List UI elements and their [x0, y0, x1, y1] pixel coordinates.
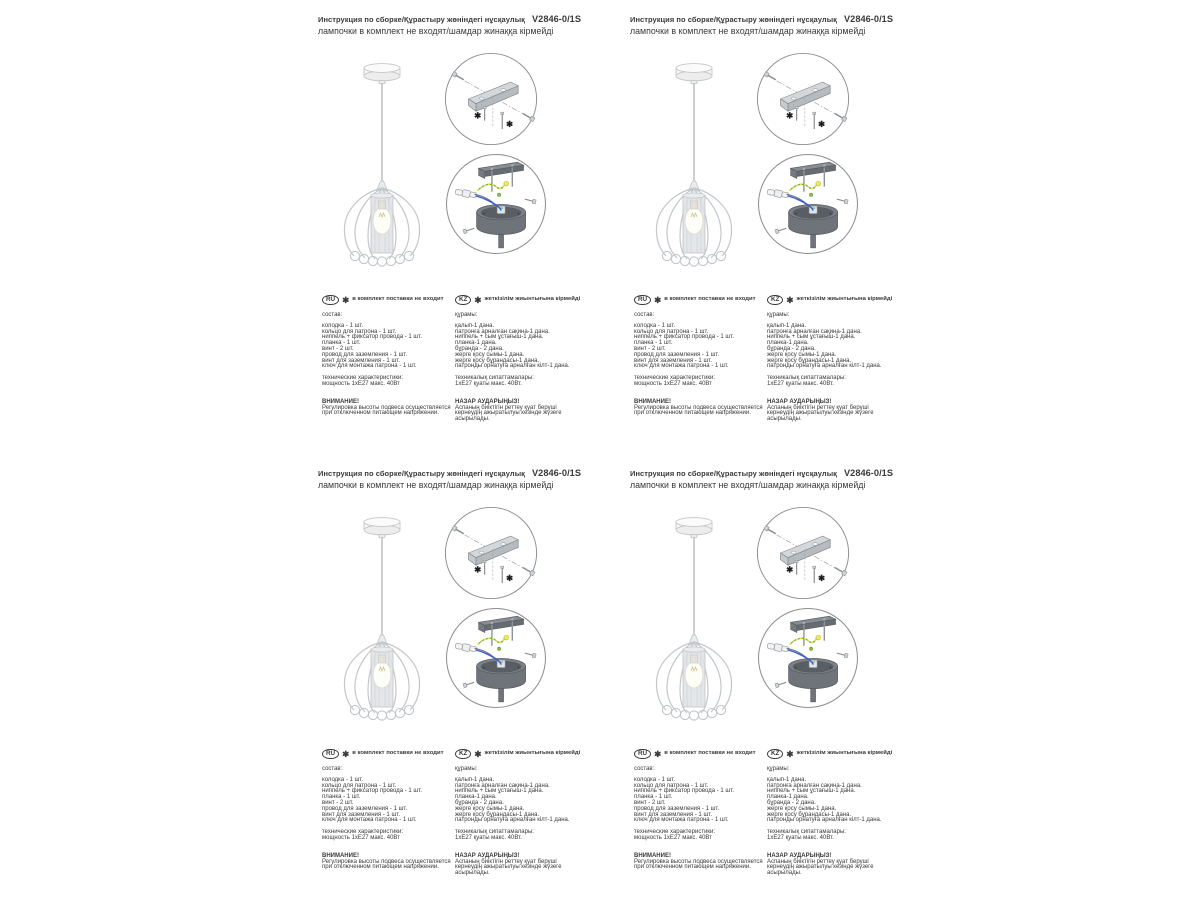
- instruction-sheet: [630, 14, 892, 442]
- ru-tech-spec: мощность 1хЕ27 макс. 40Вт: [634, 834, 712, 841]
- instruction-sheet: [318, 468, 580, 896]
- header-subtitle: лампочки в комплект не входят/шамдар жинаққа кірмейді: [318, 480, 554, 490]
- kz-badge-row: [455, 295, 580, 305]
- canopy-wiring-detail-circle: [757, 607, 859, 709]
- header-subtitle: лампочки в комплект не входят/шамдар жинаққа кірмейді: [630, 480, 866, 490]
- ru-warning-title: ВНИМАНИЕ!: [322, 398, 359, 405]
- header-subtitle: лампочки в комплект не входят/шамдар жинаққа кірмейді: [630, 26, 866, 36]
- kz-note: жеткізілім жиынтығына кірмейді: [484, 750, 581, 757]
- part-item: патронды орнатуға арналған кілт-1 дана.: [455, 363, 570, 370]
- ru-column: [634, 749, 765, 871]
- ru-column: [322, 749, 453, 871]
- kz-column: [455, 749, 580, 877]
- part-item: ниппель + фиксатор провода - 1 шт.: [634, 334, 734, 341]
- asterisk-marker-icon: ✱: [818, 573, 826, 584]
- asterisk-icon: ✱: [342, 295, 350, 305]
- part-item: винт для заземления - 1 шт.: [634, 811, 713, 818]
- ru-note: в комплект поставки не входит: [664, 750, 756, 757]
- asterisk-marker-icon: ✱: [506, 573, 514, 584]
- pendant-lamp-figure: [333, 514, 433, 726]
- part-item: қалып-1 дана.: [455, 776, 495, 783]
- ru-badge-row: [322, 295, 453, 305]
- part-item: жерге қосу сымы-1 дана.: [767, 805, 837, 812]
- instruction-sheet-bottom-left: [318, 468, 580, 896]
- part-item: жерге қосу сымы-1 дана.: [767, 351, 837, 358]
- part-item: провод для заземления - 1 шт.: [322, 351, 408, 358]
- kz-badge-row: [767, 749, 892, 759]
- part-item: планка - 1 шт.: [634, 794, 673, 801]
- kz-list-title: құрамы:: [767, 766, 790, 772]
- part-item: патронды орнатуға арналған кілт-1 дана.: [455, 817, 570, 824]
- header-title-row: [630, 14, 892, 24]
- kz-tech-spec: 1хЕ27 қуаты макс. 40Вт.: [767, 380, 834, 387]
- bracket-mounting-detail-circle: [444, 506, 538, 600]
- part-item: планка - 1 шт.: [322, 794, 361, 801]
- earth-terminal: [816, 181, 821, 186]
- ru-tech-title: технические характеристики:: [322, 375, 404, 382]
- asterisk-icon: ✱: [654, 295, 662, 305]
- kz-note: жеткізілім жиынтығына кірмейді: [796, 296, 893, 303]
- part-item: винт для заземления - 1 шт.: [322, 811, 401, 818]
- kz-column: [767, 295, 892, 423]
- canopy-wiring-detail-circle: [445, 607, 547, 709]
- ru-parts-list: [634, 778, 765, 824]
- kz-column: [455, 295, 580, 423]
- part-item: планка-1 дана.: [767, 340, 809, 347]
- part-item: патронға арналған сақина-1 дана.: [767, 782, 862, 789]
- kz-list-title: құрамы:: [455, 312, 478, 318]
- sheet-header: [318, 14, 580, 36]
- part-item: жерге қосу сымы-1 дана.: [455, 805, 525, 812]
- ru-badge: RU: [634, 749, 651, 760]
- part-item: кольцо для патрона - 1 шт.: [322, 328, 397, 335]
- kz-badge: KZ: [455, 295, 471, 306]
- bracket-mounting-detail-circle: [444, 52, 538, 146]
- asterisk-marker-icon: ✱: [474, 564, 482, 575]
- cage-bottom-loops: [662, 705, 725, 720]
- part-item: патронға арналған сақина-1 дана.: [767, 328, 862, 335]
- part-item: ниппель + сым ұстағыш-1 дана.: [455, 334, 544, 341]
- kz-warning-title: НАЗАР АУДАРЫҢЫЗ!: [455, 852, 520, 859]
- kz-badge-row: [767, 295, 892, 305]
- kz-tech-title: техникалық сипаттамалары:: [767, 829, 846, 836]
- sheet-header: [318, 468, 580, 490]
- part-item: винт - 2 шт.: [634, 345, 666, 352]
- header-subtitle: лампочки в комплект не входят/шамдар жинаққа кірмейді: [318, 26, 554, 36]
- pendant-lamp-figure: [645, 60, 745, 272]
- ru-note: в комплект поставки не входит: [352, 750, 444, 757]
- ru-warning-text: Регулировка высоты подвеса осуществляется при отключенном питающем напряжении.: [634, 404, 763, 417]
- kz-badge: KZ: [767, 749, 783, 760]
- part-item: колодка - 1 шт.: [634, 776, 676, 783]
- kz-warning-text: Аспаның биіктігін реттеу қуат беруші кернеудің ажыратылуы кезінде жүзеге асырылады.: [455, 858, 562, 877]
- part-item: ниппель + фиксатор провода - 1 шт.: [322, 788, 422, 795]
- part-item: планка-1 дана.: [767, 794, 809, 801]
- part-item: кольцо для патрона - 1 шт.: [634, 328, 709, 335]
- earth-terminal: [816, 635, 821, 640]
- part-item: жерге қосу бұрандасы-1 дана.: [455, 811, 540, 818]
- instruction-sheet-bottom-right: [630, 468, 892, 896]
- asterisk-icon: ✱: [342, 749, 350, 759]
- kz-warning-title: НАЗАР АУДАРЫҢЫЗ!: [455, 398, 520, 405]
- part-item: колодка - 1 шт.: [322, 322, 364, 329]
- kz-tech-spec: 1хЕ27 қуаты макс. 40Вт.: [455, 380, 522, 387]
- ru-parts-list: [322, 778, 453, 824]
- pendant-lamp-figure: [333, 60, 433, 272]
- ru-tech-title: технические характеристики:: [634, 375, 716, 382]
- part-item: винт - 2 шт.: [322, 799, 354, 806]
- kz-warning-text: Аспаның биіктігін реттеу қуат беруші кернеудің ажыратылуы кезінде жүзеге асырылады.: [767, 404, 874, 423]
- ru-list-title: состав:: [322, 766, 343, 772]
- ru-warning-text: Регулировка высоты подвеса осуществляется при отключенном питающем напряжении.: [322, 404, 451, 417]
- ru-warning-text: Регулировка высоты подвеса осуществляется при отключенном питающем напряжении.: [322, 858, 451, 871]
- page-title: Инструкция по сборке/Құрастыру жөніндегі нұсқаулық: [318, 469, 525, 478]
- sheet-header: [630, 14, 892, 36]
- part-item: ключ для монтажа патрона - 1 шт.: [322, 363, 417, 370]
- ru-warning-title: ВНИМАНИЕ!: [322, 852, 359, 859]
- instruction-sheet-top-right: [630, 14, 892, 468]
- ru-badge: RU: [634, 295, 651, 306]
- part-item: қалып-1 дана.: [455, 322, 495, 329]
- ru-warning-text: Регулировка высоты подвеса осуществляется при отключенном питающем напряжении.: [634, 858, 763, 871]
- earth-terminal: [504, 181, 509, 186]
- pendant-lamp-figure: [645, 514, 745, 726]
- part-item: планка-1 дана.: [455, 340, 497, 347]
- cage-bottom-loops: [350, 705, 413, 720]
- part-item: колодка - 1 шт.: [322, 776, 364, 783]
- asterisk-icon: ✱: [474, 749, 482, 759]
- kz-tech-spec: 1хЕ27 қуаты макс. 40Вт.: [455, 834, 522, 841]
- ru-column: [322, 295, 453, 417]
- part-item: патронды орнатуға арналған кілт-1 дана.: [767, 363, 882, 370]
- part-item: ниппель + фиксатор провода - 1 шт.: [322, 334, 422, 341]
- part-item: бұранда - 2 дана.: [767, 799, 816, 806]
- part-item: ключ для монтажа патрона - 1 шт.: [634, 363, 729, 370]
- ru-badge-row: [634, 295, 765, 305]
- part-item: жерге қосу сымы-1 дана.: [455, 351, 525, 358]
- kz-list-title: құрамы:: [455, 766, 478, 772]
- part-item: винт - 2 шт.: [634, 799, 666, 806]
- ru-column: [634, 295, 765, 417]
- header-title-row: [630, 468, 892, 478]
- ru-badge: RU: [322, 295, 339, 306]
- ru-tech-title: технические характеристики:: [634, 829, 716, 836]
- part-item: колодка - 1 шт.: [634, 322, 676, 329]
- kz-badge: KZ: [455, 749, 471, 760]
- kz-parts-list: [455, 778, 580, 824]
- bracket-mounting-detail-circle: [756, 52, 850, 146]
- model-number: V2846-0/1S: [531, 468, 582, 478]
- asterisk-icon: ✱: [654, 749, 662, 759]
- part-item: ключ для монтажа патрона - 1 шт.: [322, 817, 417, 824]
- part-item: қалып-1 дана.: [767, 776, 807, 783]
- kz-warning-title: НАЗАР АУДАРЫҢЫЗ!: [767, 398, 832, 405]
- cage-bottom-loops: [662, 251, 725, 266]
- model-number: V2846-0/1S: [843, 14, 894, 24]
- asterisk-marker-icon: ✱: [474, 110, 482, 121]
- part-item: ниппель + сым ұстағыш-1 дана.: [767, 788, 856, 795]
- instruction-sheet: [630, 468, 892, 896]
- page-title: Инструкция по сборке/Құрастыру жөніндегі нұсқаулық: [630, 469, 837, 478]
- kz-parts-list: [767, 778, 892, 824]
- instruction-sheet: [318, 14, 580, 442]
- part-item: қалып-1 дана.: [767, 322, 807, 329]
- canopy-wiring-detail-circle: [757, 153, 859, 255]
- sheet-header: [630, 468, 892, 490]
- part-item: жерге қосу бұрандасы-1 дана.: [767, 811, 852, 818]
- kz-warning-title: НАЗАР АУДАРЫҢЫЗ!: [767, 852, 832, 859]
- kz-tech-title: техникалық сипаттамалары:: [455, 829, 534, 836]
- part-item: жерге қосу бұрандасы-1 дана.: [455, 357, 540, 364]
- part-item: провод для заземления - 1 шт.: [322, 805, 408, 812]
- part-item: планка-1 дана.: [455, 794, 497, 801]
- ru-note: в комплект поставки не входит: [664, 296, 756, 303]
- kz-tech-title: техникалық сипаттамалары:: [767, 375, 846, 382]
- part-item: жерге қосу бұрандасы-1 дана.: [767, 357, 852, 364]
- earth-terminal: [504, 635, 509, 640]
- ru-warning-title: ВНИМАНИЕ!: [634, 852, 671, 859]
- kz-badge-row: [455, 749, 580, 759]
- page-title: Инструкция по сборке/Құрастыру жөніндегі нұсқаулық: [318, 15, 525, 24]
- part-item: бұранда - 2 дана.: [455, 799, 504, 806]
- part-item: патронға арналған сақина-1 дана.: [455, 328, 550, 335]
- asterisk-icon: ✱: [474, 295, 482, 305]
- part-item: бұранда - 2 дана.: [455, 345, 504, 352]
- part-item: винт - 2 шт.: [322, 345, 354, 352]
- part-item: провод для заземления - 1 шт.: [634, 351, 720, 358]
- part-item: ниппель + сым ұстағыш-1 дана.: [455, 788, 544, 795]
- kz-tech-spec: 1хЕ27 қуаты макс. 40Вт.: [767, 834, 834, 841]
- asterisk-marker-icon: ✱: [818, 119, 826, 130]
- model-number: V2846-0/1S: [843, 468, 894, 478]
- sheet-grid: [318, 14, 892, 896]
- asterisk-icon: ✱: [786, 295, 794, 305]
- ru-warning-title: ВНИМАНИЕ!: [634, 398, 671, 405]
- part-item: бұранда - 2 дана.: [767, 345, 816, 352]
- part-item: патронға арналған сақина-1 дана.: [455, 782, 550, 789]
- kz-parts-list: [767, 324, 892, 370]
- header-title-row: [318, 14, 580, 24]
- kz-parts-list: [455, 324, 580, 370]
- kz-note: жеткізілім жиынтығына кірмейді: [796, 750, 893, 757]
- part-item: кольцо для патрона - 1 шт.: [322, 782, 397, 789]
- bracket-mounting-detail-circle: [756, 506, 850, 600]
- kz-tech-title: техникалық сипаттамалары:: [455, 375, 534, 382]
- instruction-sheet-top-left: [318, 14, 580, 468]
- part-item: планка - 1 шт.: [322, 340, 361, 347]
- part-item: ключ для монтажа патрона - 1 шт.: [634, 817, 729, 824]
- part-item: винт для заземления - 1 шт.: [322, 357, 401, 364]
- page-title: Инструкция по сборке/Құрастыру жөніндегі нұсқаулық: [630, 15, 837, 24]
- ru-tech-title: технические характеристики:: [322, 829, 404, 836]
- part-item: кольцо для патрона - 1 шт.: [634, 782, 709, 789]
- kz-column: [767, 749, 892, 877]
- model-number: V2846-0/1S: [531, 14, 582, 24]
- asterisk-marker-icon: ✱: [506, 119, 514, 130]
- ru-list-title: состав:: [634, 766, 655, 772]
- part-item: провод для заземления - 1 шт.: [634, 805, 720, 812]
- ru-list-title: состав:: [322, 312, 343, 318]
- asterisk-marker-icon: ✱: [786, 564, 794, 575]
- ru-tech-spec: мощность 1хЕ27 макс. 40Вт: [322, 380, 400, 387]
- asterisk-icon: ✱: [786, 749, 794, 759]
- asterisk-marker-icon: ✱: [786, 110, 794, 121]
- kz-warning-text: Аспаның биіктігін реттеу қуат беруші кернеудің ажыратылуы кезінде жүзеге асырылады.: [455, 404, 562, 423]
- part-item: планка - 1 шт.: [634, 340, 673, 347]
- ru-badge-row: [634, 749, 765, 759]
- ru-badge-row: [322, 749, 453, 759]
- header-title-row: [318, 468, 580, 478]
- ru-parts-list: [322, 324, 453, 370]
- canopy-wiring-detail-circle: [445, 153, 547, 255]
- part-item: ниппель + сым ұстағыш-1 дана.: [767, 334, 856, 341]
- part-item: ниппель + фиксатор провода - 1 шт.: [634, 788, 734, 795]
- cage-bottom-loops: [350, 251, 413, 266]
- part-item: винт для заземления - 1 шт.: [634, 357, 713, 364]
- ru-tech-spec: мощность 1хЕ27 макс. 40Вт: [634, 380, 712, 387]
- ru-badge: RU: [322, 749, 339, 760]
- kz-badge: KZ: [767, 295, 783, 306]
- kz-note: жеткізілім жиынтығына кірмейді: [484, 296, 581, 303]
- ru-list-title: состав:: [634, 312, 655, 318]
- ru-note: в комплект поставки не входит: [352, 296, 444, 303]
- part-item: патронды орнатуға арналған кілт-1 дана.: [767, 817, 882, 824]
- ru-parts-list: [634, 324, 765, 370]
- kz-list-title: құрамы:: [767, 312, 790, 318]
- kz-warning-text: Аспаның биіктігін реттеу қуат беруші кернеудің ажыратылуы кезінде жүзеге асырылады.: [767, 858, 874, 877]
- ru-tech-spec: мощность 1хЕ27 макс. 40Вт: [322, 834, 400, 841]
